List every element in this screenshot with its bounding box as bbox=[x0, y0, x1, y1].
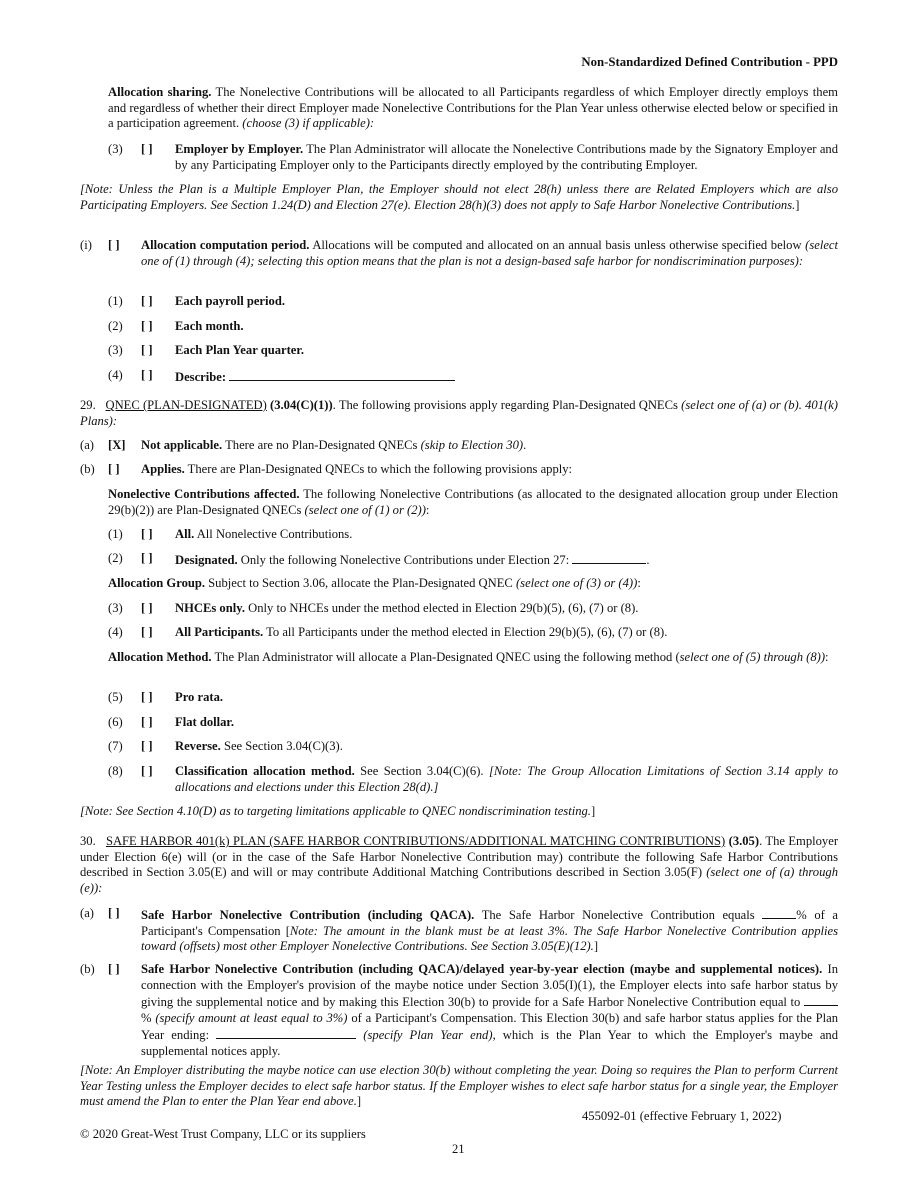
section-29-title: QNEC (PLAN-DESIGNATED) bbox=[105, 398, 267, 412]
safe-harbor-delayed-election-option: Safe Harbor Nonelective Contribution (including QACA)/delayed year-by-year election (maybe and supplemental notices). In connection with the Employer's provision of the maybe notice under Section 3.05(I)(1), the Employer elects into safe harbor status by giving the supplemental notice and by making this Election 30(b) to provide for a Safe Harbor Nonelective Contribution equal to % (specify amount at least equal to 3%) of a Participant's Compensation. This Election 30(b) and safe harbor status applies for the Plan Year ending: (specify Plan Year end), which is the Plan Year to which the Employer's maybe and supplemental notices apply. bbox=[141, 962, 839, 1058]
option-number: (5) bbox=[108, 690, 123, 704]
checkbox[interactable]: [ ] bbox=[141, 715, 153, 729]
option-label: Describe: bbox=[175, 368, 455, 386]
option-label: Each payroll period. bbox=[175, 294, 285, 308]
percent-blank[interactable] bbox=[762, 906, 796, 919]
option-letter: (a) bbox=[80, 438, 94, 452]
section-29-heading: 29. QNEC (PLAN-DESIGNATED) (3.04(C)(1)). The following provisions apply regarding Plan-Designated QNECs (select one of (a) or (b). 401(k) Plans): bbox=[80, 398, 838, 428]
option-number: (1) bbox=[108, 294, 123, 308]
option-letter: (b) bbox=[80, 462, 95, 476]
checkbox[interactable]: [ ] bbox=[141, 625, 153, 639]
checkbox[interactable]: [ ] bbox=[141, 527, 153, 541]
note-multiple-employer: [Note: Unless the Plan is a Multiple Employer Plan, the Employer should not elect 28(h) unless there are Related Employers which are also Participating Employers. See Section 1.24(D) and Election 27(e). Election 28(h)(3) does not apply to Safe Harbor Nonelective Contributions.] bbox=[80, 182, 838, 212]
allocation-sharing-heading: Allocation sharing. bbox=[108, 85, 212, 99]
checkbox[interactable]: [ ] bbox=[108, 462, 120, 476]
option-all-participants: All Participants. To all Participants under the method elected in Election 29(b)(5), (6), (7) or (8). bbox=[175, 625, 668, 639]
option-number: (6) bbox=[108, 715, 123, 729]
checkbox[interactable]: [ ] bbox=[108, 962, 120, 976]
option-letter: (i) bbox=[80, 238, 92, 252]
section-30-title: SAFE HARBOR 401(k) PLAN (SAFE HARBOR CONTRIBUTIONS/ADDITIONAL MATCHING CONTRIBUTIONS) bbox=[105, 834, 726, 848]
option-letter: (a) bbox=[80, 906, 94, 920]
checkbox[interactable]: [ ] bbox=[141, 368, 153, 382]
computation-period-paragraph: Allocation computation period. Allocations will be computed and allocated on an annual basis unless otherwise specified below (select one of (1) through (4); selecting this option means that the plan is not a design-based safe harbor for nondiscrimination purposes): bbox=[141, 238, 839, 268]
option-all: All. All Nonelective Contributions. bbox=[175, 527, 353, 541]
checkbox[interactable]: [ ] bbox=[141, 690, 153, 704]
note-qnec-targeting: [Note: See Section 4.10(D) as to targeting limitations applicable to QNEC nondiscrimination testing.] bbox=[80, 804, 596, 818]
checkbox[interactable]: [ ] bbox=[141, 319, 153, 333]
checkbox[interactable]: [ ] bbox=[108, 906, 120, 920]
applies-option: Applies. There are Plan-Designated QNECs to which the following provisions apply: bbox=[141, 462, 573, 476]
option-number: (2) bbox=[108, 319, 123, 333]
checkbox[interactable]: [ ] bbox=[141, 764, 153, 778]
option-number: (4) bbox=[108, 625, 123, 639]
checkbox-checked[interactable]: [X] bbox=[108, 438, 126, 452]
option-number: (3) bbox=[108, 601, 123, 615]
option-flat-dollar: Flat dollar. bbox=[175, 715, 235, 729]
percent-blank[interactable] bbox=[804, 993, 838, 1006]
option-number: (3) bbox=[108, 142, 123, 156]
allocation-group-paragraph: Allocation Group. Subject to Section 3.06, allocate the Plan-Designated QNEC (select one of (3) or (4)): bbox=[108, 576, 641, 590]
checkbox[interactable]: [ ] bbox=[141, 142, 153, 156]
option-designated: Designated. Only the following Nonelective Contributions under Election 27: . bbox=[175, 553, 650, 567]
copyright: © 2020 Great-West Trust Company, LLC or its suppliers bbox=[80, 1127, 366, 1141]
checkbox[interactable]: [ ] bbox=[141, 343, 153, 357]
page-number: 21 bbox=[452, 1142, 465, 1156]
note-maybe-notice: [Note: An Employer distributing the maybe notice can use election 30(b) without completing the year. Doing so requires the Plan to perform Current Year Testing unless the Employer decides to elect safe harbor status. If the Employer wishes to elect safe harbor status for a single year, the Employer must amend the Plan to enter the Plan Year end above.] bbox=[80, 1063, 838, 1109]
option-letter: (b) bbox=[80, 962, 95, 976]
page-header: Non-Standardized Defined Contribution - PPD bbox=[581, 55, 838, 69]
checkbox[interactable]: [ ] bbox=[141, 294, 153, 308]
option-number: (2) bbox=[108, 551, 123, 565]
option-label: Each month. bbox=[175, 319, 244, 333]
document-id: 455092-01 (effective February 1, 2022) bbox=[582, 1109, 782, 1123]
option-number: (4) bbox=[108, 368, 123, 382]
option-pro-rata: Pro rata. bbox=[175, 690, 224, 704]
employer-by-employer-option: Employer by Employer. The Plan Administrator will allocate the Nonelective Contributions made by the Signatory Employer and by any Participating Employer only to the Participants directly employed by the contributing Employer. bbox=[175, 142, 839, 172]
option-number: (1) bbox=[108, 527, 123, 541]
section-30-heading: 30. SAFE HARBOR 401(k) PLAN (SAFE HARBOR CONTRIBUTIONS/ADDITIONAL MATCHING CONTRIBUTIONS) (3.05). The Employer under Election 6(e) will (or in the case of the Safe Harbor Nonelective Contribution may) contribute the following Safe Harbor Contributions described in Section 3.05(E) and will or may contribute Additional Matching Contributions described in Section 3.05(F) (select one of (a) through (e)): bbox=[80, 834, 839, 895]
allocation-method-paragraph: Allocation Method. The Plan Administrator will allocate a Plan-Designated QNEC using the following method (select one of (5) through (8)): bbox=[108, 650, 829, 664]
describe-blank[interactable] bbox=[229, 368, 455, 381]
not-applicable-option: Not applicable. There are no Plan-Designated QNECs (skip to Election 30). bbox=[141, 438, 527, 452]
checkbox[interactable]: [ ] bbox=[141, 551, 153, 565]
option-number: (3) bbox=[108, 343, 123, 357]
checkbox[interactable]: [ ] bbox=[141, 739, 153, 753]
checkbox[interactable]: [ ] bbox=[108, 238, 120, 252]
checkbox[interactable]: [ ] bbox=[141, 601, 153, 615]
plan-year-end-blank[interactable] bbox=[216, 1026, 356, 1039]
option-reverse: Reverse. See Section 3.04(C)(3). bbox=[175, 739, 343, 753]
allocation-sharing-paragraph: Allocation sharing. The Nonelective Contributions will be allocated to all Participants regardless of which Employer directly employs them and regardless of whether their direct Employer made Nonelective Contributions for the Plan Year unless otherwise elected below or specified in a participation agreement. (choose (3) if applicable): bbox=[108, 85, 838, 131]
option-nhces-only: NHCEs only. Only to NHCEs under the method elected in Election 29(b)(5), (6), (7) or (8). bbox=[175, 601, 639, 615]
option-number: (7) bbox=[108, 739, 123, 753]
option-label: Each Plan Year quarter. bbox=[175, 343, 304, 357]
option-classification: Classification allocation method. See Section 3.04(C)(6). [Note: The Group Allocation Limitations of Section 3.14 apply to allocations and elections under this Election 28(d).] bbox=[175, 764, 839, 794]
option-number: (8) bbox=[108, 764, 123, 778]
safe-harbor-nonelective-option: Safe Harbor Nonelective Contribution (including QACA). The Safe Harbor Nonelective Contribution equals % of a Participant's Compensation [Note: The amount in the blank must be at least 3%. The Safe Harbor Nonelective Contribution applies toward (offsets) most other Employer Nonelective Contributions. See Section 3.05(E)(12).] bbox=[141, 908, 838, 954]
nonelective-affected-paragraph: Nonelective Contributions affected. The following Nonelective Contributions (as allocated to the designated allocation group under Election 29(b)(2)) are Plan-Designated QNECs (select one of (1) or (2)): bbox=[108, 487, 839, 517]
designated-blank[interactable] bbox=[572, 551, 646, 564]
